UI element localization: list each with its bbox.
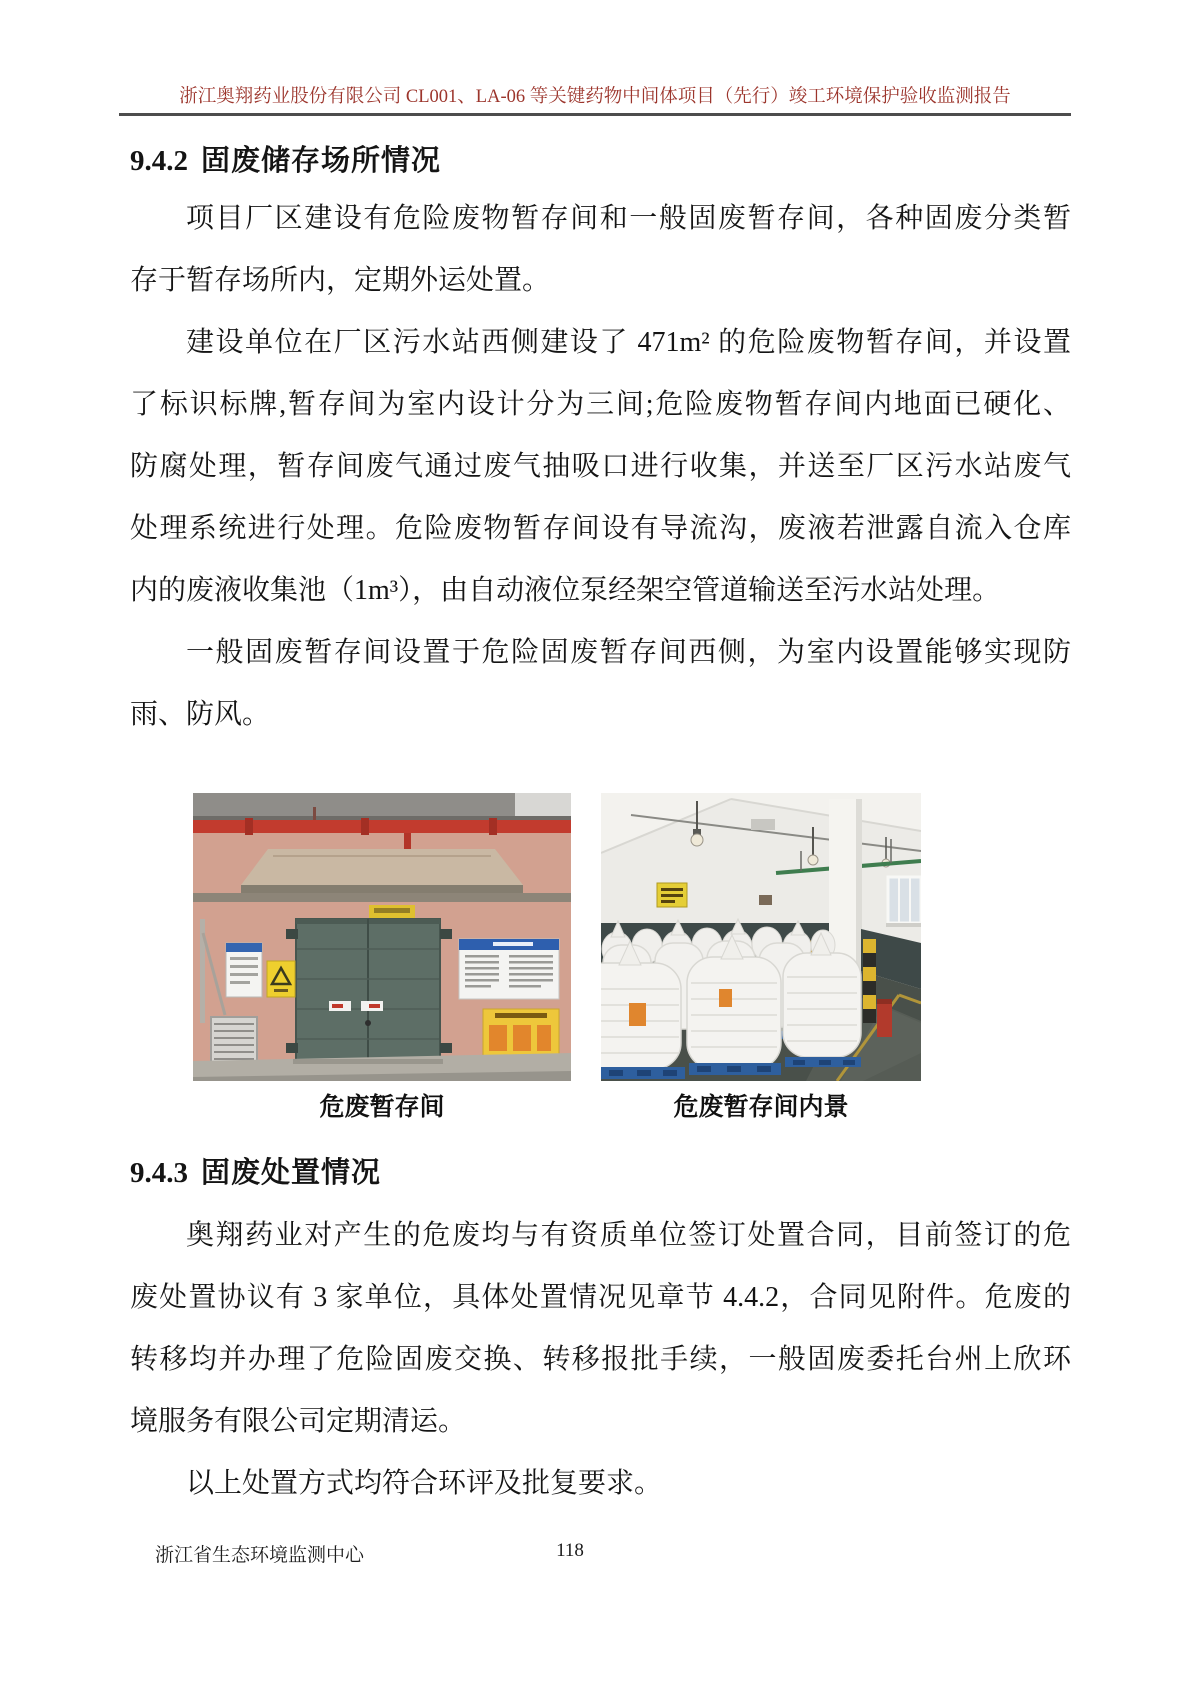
paragraph-line: 处理系统进行处理。危险废物暂存间设有导流沟，废液若泄露自流入仓库 [130,513,1071,544]
section-number: 9.4.3 [130,1157,188,1189]
figure-row [193,793,921,1081]
section-title: 固废处置情况 [201,1157,382,1189]
section-heading-943 [130,1150,381,1191]
paragraph-line: 废处置协议有 3 家单位，具体处置情况见章节 4.4.2，合同见附件。危废的 [130,1282,1071,1313]
figure-caption-exterior: 危废暂存间 [319,1093,445,1121]
figure-caption-interior: 危废暂存间内景 [673,1093,849,1121]
paragraph-line: 一般固废暂存间设置于危险固废暂存间西侧，为室内设置能够实现防 [186,637,1071,668]
photo-hazardous-waste-room-interior [601,793,921,1081]
footer-organization: 浙江省生态环境监测中心 [155,1545,365,1566]
paragraph-line: 内的废液收集池（1m³），由自动液位泵经架空管道输送至污水站处理。 [130,575,1001,606]
body-text-block-1 [130,188,1071,746]
paragraph-line: 建设单位在厂区污水站西侧建设了 471m² 的危险废物暂存间，并设置 [186,327,1071,358]
header-rule [119,113,1071,116]
section-title: 固废储存场所情况 [201,145,442,177]
body-text-block-2 [130,1205,1071,1515]
paragraph-line: 奥翔药业对产生的危废均与有资质单位签订处置合同，目前签订的危 [186,1220,1071,1251]
page-header-title: 浙江奥翔药业股份有限公司 CL001、LA-06 等关键药物中间体项目（先行）竣工环境保护验收监测报告 [179,87,1011,107]
paragraph-line: 转移均并办理了危险固废交换、转移报批手续，一般固废委托台州上欣环 [130,1344,1071,1375]
paragraph-line: 境服务有限公司定期清运。 [130,1406,467,1437]
paragraph-line: 雨、防风。 [130,699,271,730]
paragraph-line: 了标识标牌,暂存间为室内设计分为三间;危险废物暂存间内地面已硬化、 [130,389,1071,420]
section-number: 9.4.2 [130,145,188,177]
photo-hazardous-waste-room-exterior [193,793,571,1081]
footer-page-number: 118 [556,1540,584,1561]
paragraph-line: 存于暂存场所内，定期外运处置。 [130,265,551,296]
paragraph-line: 防腐处理，暂存间废气通过废气抽吸口进行收集，并送至厂区污水站废气 [130,451,1071,482]
section-heading-942 [130,138,441,179]
paragraph-line: 以上处置方式均符合环评及批复要求。 [186,1468,663,1499]
paragraph-line: 项目厂区建设有危险废物暂存间和一般固废暂存间，各种固废分类暂 [186,203,1071,234]
